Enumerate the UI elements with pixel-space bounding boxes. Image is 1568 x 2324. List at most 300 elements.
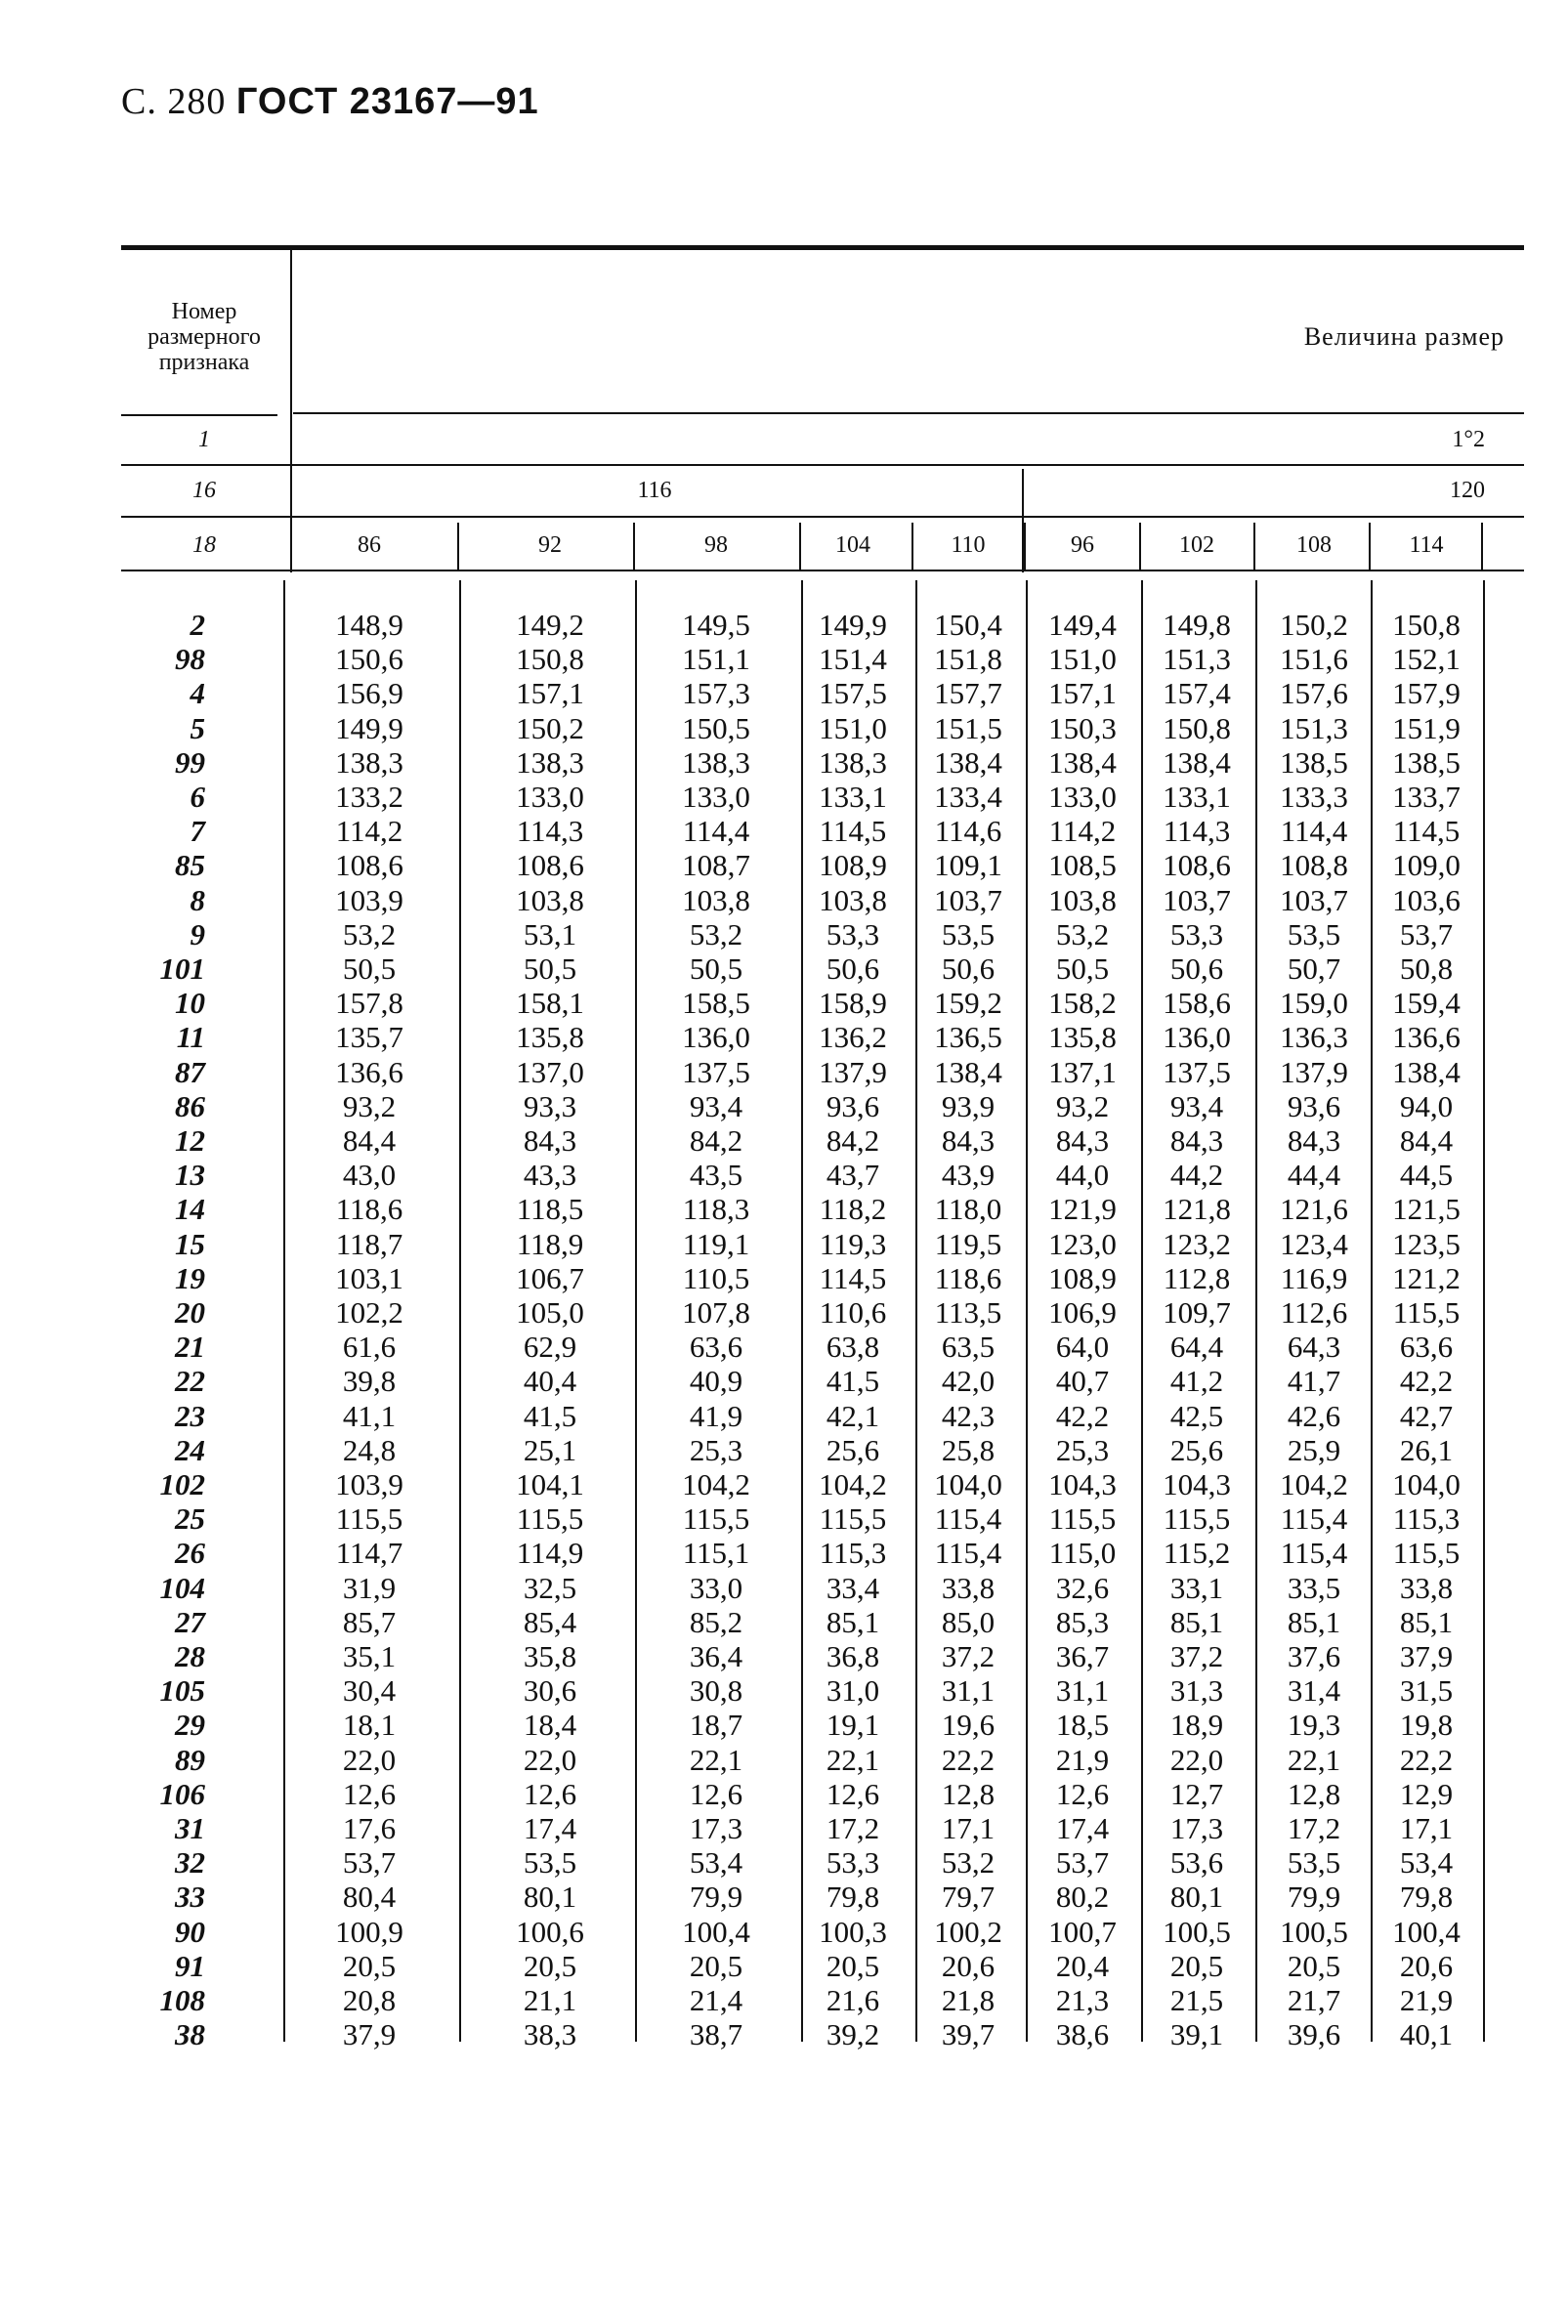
feature-number: 90 [175,1914,205,1949]
table-cell: 133,2 [335,780,403,814]
table-cell: 103,9 [335,882,403,917]
table-cell: 41,1 [342,1398,397,1433]
table-cell: 21,3 [1055,1983,1110,2017]
table-cell: 138,3 [516,744,584,780]
table-cell: 137,9 [819,1054,887,1089]
feature-number: 12 [175,1123,205,1158]
table-cell: 157,6 [1280,676,1348,711]
table-cell: 114,3 [516,814,584,849]
table-cell: 151,1 [682,642,750,677]
table-cell: 18,9 [1169,1708,1224,1743]
table-cell: 36,8 [826,1639,880,1673]
table-cell: 85,3 [1055,1604,1110,1639]
table-cell: 24,8 [342,1432,397,1467]
table-cell: 44,0 [1055,1158,1110,1193]
table-cell: 38,7 [689,2017,743,2052]
table-cell: 40,1 [1399,2017,1454,2052]
table-cell: 20,5 [523,1948,577,1983]
table-cell: 123,4 [1280,1226,1348,1261]
table-cell: 22,1 [689,1742,743,1777]
feature-number: 33 [175,1880,205,1915]
table-cell: 119,5 [934,1226,1002,1261]
feature-number: 9 [190,916,205,951]
body-col-rule [635,580,637,2042]
table-cell: 37,6 [1287,1639,1341,1673]
table-cell: 104,2 [682,1467,750,1501]
table-cell: 150,6 [335,642,403,677]
table-cell: 148,9 [335,608,403,642]
table-cell: 32,6 [1055,1570,1110,1605]
table-cell: 123,0 [1048,1226,1117,1261]
feature-number: 86 [175,1088,205,1123]
table-cell: 33,4 [826,1570,880,1605]
table-cell: 108,6 [516,848,584,883]
table-cell: 19,3 [1287,1708,1341,1743]
table-cell: 42,0 [941,1364,996,1399]
table-cell: 157,9 [1392,676,1461,711]
header-col-rule [633,523,635,570]
feature-number-header [121,293,287,381]
table-cell: 33,8 [941,1570,996,1605]
table-cell: 38,6 [1055,2017,1110,2052]
table-cell: 103,9 [335,1467,403,1501]
table-cell: 150,8 [1163,710,1231,745]
feature-number: 89 [175,1742,205,1777]
table-cell: 18,7 [689,1708,743,1743]
table-cell: 103,8 [819,882,887,917]
table-cell: 133,1 [819,780,887,814]
table-cell: 150,5 [682,710,750,745]
table-cell: 84,4 [342,1123,397,1158]
table-cell: 85,1 [1287,1604,1341,1639]
table-cell: 33,5 [1287,1570,1341,1605]
table-cell: 40,4 [523,1364,577,1399]
feature-number: 106 [159,1776,205,1811]
page-number: С. 280 [121,81,227,122]
level16-value-120: 120 [1450,477,1485,503]
table-cell: 22,1 [826,1742,880,1777]
table-cell: 25,3 [689,1432,743,1467]
table-cell: 105,0 [516,1295,584,1330]
table-cell: 157,4 [1163,676,1231,711]
table-cell: 30,6 [523,1673,577,1709]
table-cell: 20,4 [1055,1948,1110,1983]
table-cell: 104,3 [1048,1467,1117,1501]
table-cell: 18,4 [523,1708,577,1743]
feature-number: 22 [175,1364,205,1399]
header-col-rule [911,523,913,570]
label-rule-1 [121,414,277,416]
table-cell: 138,3 [682,744,750,780]
body-col-rule [1371,580,1373,2042]
table-cell: 150,4 [934,608,1002,642]
table-cell: 79,9 [689,1880,743,1915]
table-cell: 136,6 [335,1054,403,1089]
table-cell: 41,5 [523,1398,577,1433]
table-cell: 115,5 [1392,1536,1461,1571]
table-cell: 37,2 [941,1639,996,1673]
table-cell: 17,4 [523,1811,577,1845]
table-cell: 133,1 [1163,780,1231,814]
table-cell: 38,3 [523,2017,577,2052]
header-col-rule [1024,523,1026,570]
feature-label-line2: размерного [148,324,261,350]
table-cell: 53,2 [1055,916,1110,951]
table-cell: 138,3 [335,744,403,780]
table-cell: 22,0 [523,1742,577,1777]
table-cell: 103,8 [682,882,750,917]
table-cell: 104,3 [1163,1467,1231,1501]
table-cell: 22,0 [342,1742,397,1777]
level18-label: 18 [192,531,216,558]
feature-number: 27 [175,1604,205,1639]
table-cell: 112,8 [1163,1260,1231,1295]
table-cell: 118,7 [335,1226,403,1261]
table-cell: 103,7 [934,882,1002,917]
table-cell: 133,7 [1392,780,1461,814]
table-cell: 20,5 [1287,1948,1341,1983]
table-cell: 93,4 [1169,1088,1224,1123]
table-cell: 50,5 [1055,951,1110,986]
table-cell: 79,8 [826,1880,880,1915]
table-cell: 18,1 [342,1708,397,1743]
table-cell: 103,1 [335,1260,403,1295]
table-cell: 85,2 [689,1604,743,1639]
table-cell: 110,6 [819,1295,887,1330]
table-cell: 115,5 [682,1501,750,1537]
table-cell: 33,0 [689,1570,743,1605]
table-cell: 157,8 [335,986,403,1021]
feature-number: 24 [175,1432,205,1467]
body-col-rule [1483,580,1485,2042]
table-top-rule [121,245,1524,250]
table-cell: 93,6 [1287,1088,1341,1123]
table-cell: 40,7 [1055,1364,1110,1399]
table-cell: 85,7 [342,1604,397,1639]
table-cell: 18,5 [1055,1708,1110,1743]
table-cell: 37,9 [1399,1639,1454,1673]
table-cell: 50,6 [826,951,880,986]
table-cell: 63,5 [941,1330,996,1365]
table-cell: 137,9 [1280,1054,1348,1089]
table-cell: 26,1 [1399,1432,1454,1467]
table-cell: 109,1 [934,848,1002,883]
table-cell: 42,3 [941,1398,996,1433]
header-col-rule [1369,523,1371,570]
table-cell: 84,3 [1055,1123,1110,1158]
table-cell: 19,1 [826,1708,880,1743]
table-cell: 31,9 [342,1570,397,1605]
table-cell: 151,5 [934,710,1002,745]
table-cell: 149,5 [682,608,750,642]
table-cell: 152,1 [1392,642,1461,677]
table-cell: 42,7 [1399,1398,1454,1433]
level16-value-116: 116 [637,477,672,503]
table-cell: 118,0 [934,1192,1002,1227]
table-cell: 94,0 [1399,1088,1454,1123]
table-cell: 80,1 [523,1880,577,1915]
table-cell: 53,2 [342,916,397,951]
table-cell: 41,7 [1287,1364,1341,1399]
table-cell: 121,9 [1048,1192,1117,1227]
level18-col-header: 92 [538,531,562,558]
table-cell: 44,5 [1399,1158,1454,1193]
table-cell: 100,5 [1163,1914,1231,1949]
feature-number: 20 [175,1295,205,1330]
feature-number: 31 [175,1811,205,1845]
table-cell: 12,6 [689,1776,743,1811]
table-cell: 108,5 [1048,848,1117,883]
table-cell: 156,9 [335,676,403,711]
table-cell: 63,6 [1399,1330,1454,1365]
table-cell: 114,5 [1392,814,1461,849]
table-cell: 25,1 [523,1432,577,1467]
table-cell: 121,6 [1280,1192,1348,1227]
table-cell: 53,4 [689,1845,743,1880]
table-cell: 20,5 [826,1948,880,1983]
table-cell: 37,9 [342,2017,397,2052]
table-cell: 12,8 [1287,1776,1341,1811]
feature-label-line1: Номер [171,299,237,324]
table-cell: 31,4 [1287,1673,1341,1709]
table-cell: 150,2 [1280,608,1348,642]
table-cell: 137,5 [1163,1054,1231,1089]
feature-number: 104 [159,1570,205,1605]
table-cell: 104,2 [1280,1467,1348,1501]
table-cell: 100,7 [1048,1914,1117,1949]
table-cell: 108,9 [819,848,887,883]
label-column-divider [290,250,292,572]
table-cell: 118,6 [335,1192,403,1227]
table-cell: 62,9 [523,1330,577,1365]
table-cell: 151,4 [819,642,887,677]
feature-number: 32 [175,1845,205,1880]
table-cell: 84,3 [1169,1123,1224,1158]
feature-number: 21 [175,1330,205,1365]
table-cell: 115,5 [819,1501,887,1537]
table-cell: 64,0 [1055,1330,1110,1365]
table-cell: 100,6 [516,1914,584,1949]
table-cell: 115,2 [1163,1536,1231,1571]
table-cell: 103,8 [516,882,584,917]
body-col-rule [283,580,285,2042]
table-cell: 104,1 [516,1467,584,1501]
table-cell: 115,4 [934,1536,1002,1571]
table-cell: 108,6 [335,848,403,883]
table-cell: 108,6 [1163,848,1231,883]
table-cell: 19,6 [941,1708,996,1743]
table-cell: 31,0 [826,1673,880,1709]
table-cell: 157,7 [934,676,1002,711]
table-cell: 53,7 [1055,1845,1110,1880]
feature-number: 85 [175,848,205,883]
table-cell: 21,1 [523,1983,577,2017]
feature-number: 6 [190,780,205,814]
feature-number: 23 [175,1398,205,1433]
level18-col-header: 86 [358,531,381,558]
header-col-rule [1481,523,1483,570]
feature-number: 4 [190,676,205,711]
table-cell: 115,5 [1048,1501,1117,1537]
table-cell: 93,4 [689,1088,743,1123]
table-cell: 17,6 [342,1811,397,1845]
table-cell: 33,1 [1169,1570,1224,1605]
table-cell: 118,2 [819,1192,887,1227]
table-cell: 114,6 [934,814,1002,849]
table-cell: 150,3 [1048,710,1117,745]
table-cell: 41,9 [689,1398,743,1433]
body-col-rule [459,580,461,2042]
table-cell: 115,1 [682,1536,750,1571]
table-cell: 113,5 [934,1295,1002,1330]
table-cell: 158,9 [819,986,887,1021]
table-cell: 63,6 [689,1330,743,1365]
feature-number: 14 [175,1192,205,1227]
table-cell: 103,8 [1048,882,1117,917]
level16-bottom-rule [121,516,1524,518]
table-cell: 100,4 [1392,1914,1461,1949]
table-cell: 39,8 [342,1364,397,1399]
table-cell: 100,5 [1280,1914,1348,1949]
level1-bottom-rule [121,464,1524,466]
table-cell: 42,1 [826,1398,880,1433]
table-cell: 107,8 [682,1295,750,1330]
table-cell: 138,4 [1163,744,1231,780]
table-cell: 41,2 [1169,1364,1224,1399]
table-cell: 50,5 [689,951,743,986]
table-cell: 151,9 [1392,710,1461,745]
table-cell: 103,7 [1280,882,1348,917]
table-cell: 115,4 [1280,1501,1348,1537]
table-cell: 17,3 [1169,1811,1224,1845]
table-cell: 41,5 [826,1364,880,1399]
table-cell: 159,2 [934,986,1002,1021]
table-cell: 133,0 [516,780,584,814]
table-cell: 20,5 [342,1948,397,1983]
table-cell: 115,5 [516,1501,584,1537]
table-cell: 20,6 [1399,1948,1454,1983]
table-cell: 35,8 [523,1639,577,1673]
table-cell: 43,9 [941,1158,996,1193]
table-cell: 100,2 [934,1914,1002,1949]
table-cell: 93,9 [941,1088,996,1123]
table-cell: 159,4 [1392,986,1461,1021]
table-cell: 114,5 [819,1260,887,1295]
table-cell: 19,8 [1399,1708,1454,1743]
table-cell: 121,8 [1163,1192,1231,1227]
table-cell: 25,8 [941,1432,996,1467]
level16-label: 16 [192,477,216,503]
level18-col-header: 96 [1071,531,1094,558]
table-cell: 115,4 [1280,1536,1348,1571]
table-cell: 30,8 [689,1673,743,1709]
table-cell: 21,7 [1287,1983,1341,2017]
table-cell: 80,4 [342,1880,397,1915]
table-cell: 138,4 [934,744,1002,780]
table-cell: 21,4 [689,1983,743,2017]
table-cell: 136,5 [934,1020,1002,1055]
table-cell: 39,1 [1169,2017,1224,2052]
table-cell: 22,2 [941,1742,996,1777]
table-cell: 93,2 [342,1088,397,1123]
table-cell: 84,2 [826,1123,880,1158]
feature-number: 15 [175,1226,205,1261]
table-cell: 50,5 [523,951,577,986]
table-cell: 114,2 [1048,814,1117,849]
feature-number: 25 [175,1501,205,1537]
table-cell: 40,9 [689,1364,743,1399]
table-cell: 93,3 [523,1088,577,1123]
table-cell: 20,8 [342,1983,397,2017]
level18-col-header: 110 [951,531,986,558]
table-cell: 159,0 [1280,986,1348,1021]
table-cell: 53,2 [941,1845,996,1880]
table-cell: 114,9 [516,1536,584,1571]
level18-col-header: 102 [1179,531,1214,558]
table-cell: 12,6 [826,1776,880,1811]
table-cell: 84,3 [523,1123,577,1158]
table-cell: 158,1 [516,986,584,1021]
level18-bottom-rule [121,570,1524,571]
feature-number: 28 [175,1639,205,1673]
table-cell: 149,9 [335,710,403,745]
table-cell: 39,7 [941,2017,996,2052]
table-cell: 53,3 [826,916,880,951]
table-cell: 114,5 [819,814,887,849]
table-cell: 20,5 [1169,1948,1224,1983]
table-cell: 138,3 [819,744,887,780]
table-cell: 133,0 [682,780,750,814]
table-cell: 20,5 [689,1948,743,1983]
table-cell: 21,9 [1399,1983,1454,2017]
table-cell: 109,0 [1392,848,1461,883]
body-col-rule [1255,580,1257,2042]
table-cell: 102,2 [335,1295,403,1330]
feature-number: 91 [175,1948,205,1983]
table-cell: 80,1 [1169,1880,1224,1915]
header-col-rule [1139,523,1141,570]
feature-number: 38 [175,2017,205,2052]
table-cell: 42,5 [1169,1398,1224,1433]
table-cell: 12,6 [342,1776,397,1811]
table-cell: 123,2 [1163,1226,1231,1261]
table-cell: 151,6 [1280,642,1348,677]
table-cell: 12,8 [941,1776,996,1811]
table-cell: 108,8 [1280,848,1348,883]
header-col-rule [799,523,801,570]
table-cell: 50,8 [1399,951,1454,986]
feature-number: 5 [190,710,205,745]
table-cell: 104,0 [934,1467,1002,1501]
feature-number: 2 [190,608,205,642]
table-cell: 118,5 [516,1192,584,1227]
table-cell: 135,8 [516,1020,584,1055]
table-cell: 79,9 [1287,1880,1341,1915]
feature-number: 13 [175,1158,205,1193]
table-cell: 103,7 [1163,882,1231,917]
table-cell: 157,3 [682,676,750,711]
table-cell: 17,1 [1399,1811,1454,1845]
table-cell: 138,4 [1392,1054,1461,1089]
table-cell: 93,6 [826,1088,880,1123]
table-cell: 53,5 [523,1845,577,1880]
table-cell: 43,3 [523,1158,577,1193]
table-cell: 37,2 [1169,1639,1224,1673]
table-cell: 50,6 [1169,951,1224,986]
table-cell: 35,1 [342,1639,397,1673]
table-cell: 108,7 [682,848,750,883]
table-cell: 33,8 [1399,1570,1454,1605]
